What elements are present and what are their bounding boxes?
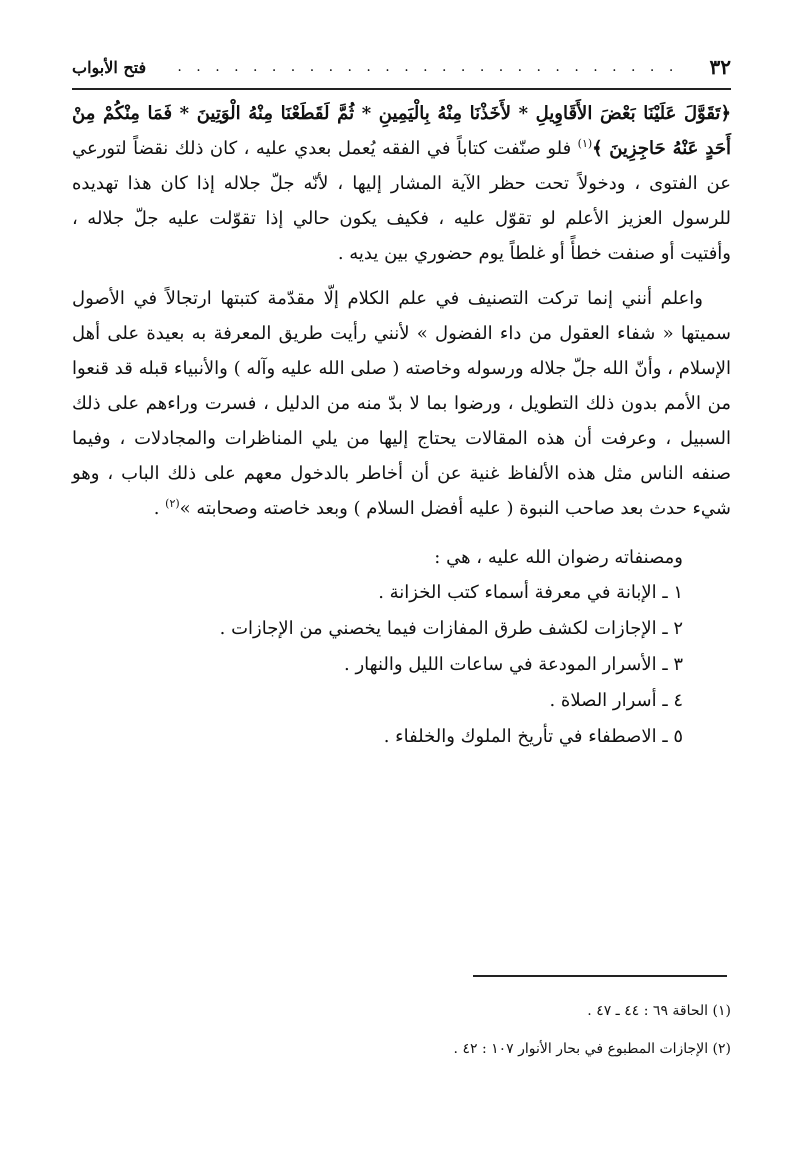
paragraph-1-text: فلو صنّفت كتاباً في الفقه يُعمل بعدي عليه ، كان ذلك نقضاً لتورعي عن الفتوى ، ودخولاً تحت حظر الآية المشار إليها ، لأنّه جلّ جلاله إذا كان هذا تهديده للرسول العزيز الأعلم لو تقوّل عليه ، فكيف يكون حالي إذا تقوّلت عليه جلّ جلاله ، وأفتيت أو صنفت خطأً أو غلطاً يوم حضوري بين يديه .	[72, 138, 731, 264]
paragraph-2-text: واعلم أنني إنما تركت التصنيف في علم الكلام إلّا مقدّمة كتبتها ارتجالاً في الأصول سميتها « شفاء العقول من داء الفضول » لأنني رأيت طريق المعرفة به بعيدة على أهل الإسلام ، وأنّ الله جلّ جلاله ورسوله وخاصته ( صلى الله عليه وآله ) والأنبياء قبله قد قنعوا من الأمم بدون ذلك التطويل ، ورضوا بما لا بدّ منه من الدليل ، فسرت وراءهم على ذلك السبيل ، وعرفت أن هذه المقالات يحتاج إليها من يلي المناظرات والمجادلات ، وفيما صنفه الناس مثل هذه الألفاظ غنية عن أن أخاطر بالدخول معهم على ذلك الباب ، وهو شيء حدث بعد صاحب النبوة ( عليه أفضل السلام ) وبعد خاصته وصحابته »	[72, 288, 731, 519]
footnote-separator	[473, 975, 727, 977]
verse-open-bracket: ﴿	[720, 103, 731, 124]
list-item: ٤ ـ أسرار الصلاة .	[549, 690, 683, 711]
footnote-2: (٢) الإجازات المطبوع في بحار الأنوار ١٠٧ : ٤٢ .	[453, 1041, 731, 1057]
header-dot-leader: . . . . . . . . . . . . . . . . . . . . . . . . . . .	[177, 59, 679, 75]
list-item: ١ ـ الإبانة في معرفة أسماء كتب الخزانة .	[378, 582, 683, 603]
footnote-ref-1[interactable]: (١)	[577, 137, 593, 150]
list-item: ٣ ـ الأسرار المودعة في ساعات الليل والنهار .	[344, 654, 683, 675]
quran-verse: تَقَوَّلَ عَلَيْنَا بَعْضَ الأَقَاوِيلِ * لأَخَذْنَا مِنْهُ بِالْيَمِينِ * ثُمَّ لَقَطَعْنَا مِنْهُ الْوَتِينَ * فَمَا مِنْكُمْ مِنْ أَحَدٍ عَنْهُ حَاجِزِينَ	[72, 103, 731, 159]
main-text	[72, 96, 731, 755]
page-header	[72, 50, 731, 84]
paragraph-theology	[72, 281, 731, 526]
works-intro: ومصنفاته رضوان الله عليه ، هي :	[434, 547, 683, 568]
list-item: ٥ ـ الاصطفاء في تأريخ الملوك والخلفاء .	[383, 726, 683, 747]
footnotes	[72, 992, 731, 1068]
paragraph-quran-verse	[72, 96, 731, 271]
footnote-1: (١) الحاقة ٦٩ : ٤٤ ـ ٤٧ .	[587, 1003, 731, 1019]
paragraph-2-end: .	[153, 498, 166, 519]
works-list	[72, 575, 731, 755]
running-book-title: فتح الأبواب	[72, 57, 147, 77]
page-number: ٣٢	[709, 55, 731, 79]
list-item: ٢ ـ الإجازات لكشف طرق المفازات فيما يخصني من الإجازات .	[219, 618, 683, 639]
header-rule	[72, 88, 731, 90]
footnote-ref-2[interactable]: (٢)	[165, 497, 180, 510]
verse-close-bracket: ﴾	[592, 138, 603, 159]
